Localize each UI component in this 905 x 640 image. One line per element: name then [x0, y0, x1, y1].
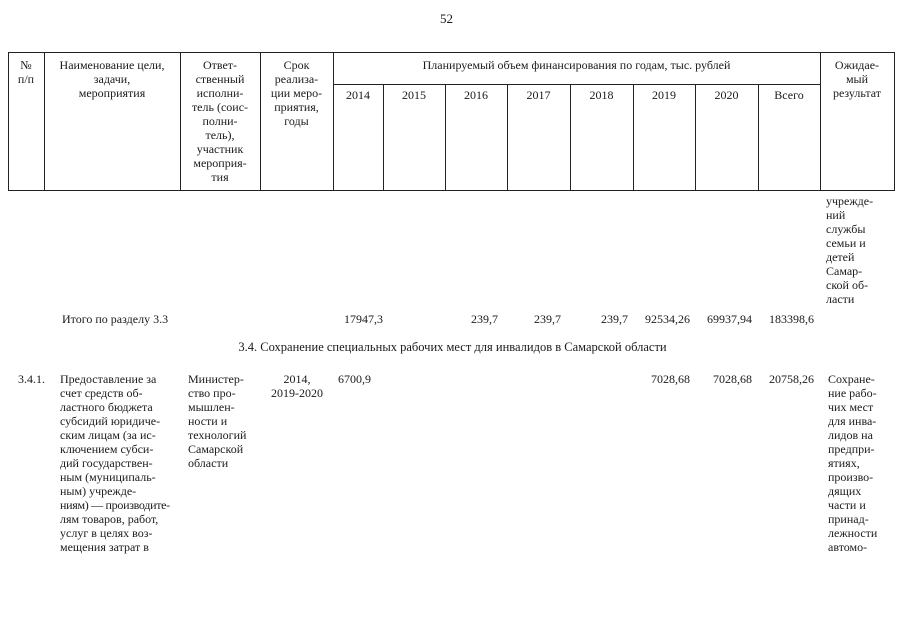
- year-2017: 2017: [526, 88, 551, 102]
- row-result-line: для инва-: [828, 414, 877, 428]
- total-2016: 239,7: [471, 312, 498, 326]
- row-term: 2014, 2019-2020: [271, 372, 323, 400]
- year-2014: 2014: [346, 88, 370, 102]
- row-value-2014: 6700,9: [338, 372, 371, 386]
- row-result-line: ятиях,: [828, 456, 860, 470]
- row-result-line: чих мест: [828, 400, 874, 414]
- row-result-line: лежности: [828, 526, 878, 540]
- header-result: Ожидае- мый результат: [832, 58, 882, 100]
- row-result-line: произво-: [828, 470, 874, 484]
- row-number: 3.4.1.: [18, 372, 45, 386]
- total-2014: 17947,3: [344, 312, 383, 326]
- total-2017: 239,7: [534, 312, 561, 326]
- row-value-2020: 7028,68: [713, 372, 752, 386]
- row-result: [828, 372, 890, 554]
- row-result-line: дящих: [828, 484, 862, 498]
- header-responsible: Ответ- ственный исполни- тель (соис- полни- тель), участник мероприя- тия: [191, 58, 249, 184]
- row-result-line: Сохране-: [828, 372, 875, 386]
- section-title: 3.4. Сохранение специальных рабочих мест для инвалидов в Самарской области: [238, 340, 667, 354]
- row-name-line: ным) учрежде-: [60, 484, 137, 498]
- year-total: Всего: [774, 88, 804, 102]
- row-result-line: ние рабо-: [828, 386, 877, 400]
- header-number: № п/п: [17, 58, 35, 86]
- year-2019: 2019: [652, 88, 676, 102]
- row-result-line: части и: [828, 498, 866, 512]
- row-result-line: автомо-: [828, 540, 868, 554]
- row-name-line: ключением субси-: [60, 442, 154, 456]
- total-row-label: Итого по разделу 3.3: [62, 312, 169, 326]
- header-name: Наименование цели, задачи, мероприятия: [59, 58, 165, 100]
- row-result-line: предпри-: [828, 442, 875, 456]
- total-2020: 69937,94: [707, 312, 752, 326]
- row-value-2019: 7028,68: [651, 372, 690, 386]
- header-funding: Планируемый объем финансирования по годам, тыс. рублей: [422, 58, 731, 72]
- row-name-line: Предоставление за: [60, 372, 157, 386]
- row-name-line: лям товаров, работ,: [60, 512, 159, 526]
- row-name-line: мещения затрат в: [60, 540, 149, 554]
- total-2019: 92534,26: [645, 312, 690, 326]
- row-name-line: ным (муниципаль-: [60, 470, 156, 484]
- row-name-line: услуг в целях воз-: [60, 526, 153, 540]
- total-sum: 183398,6: [769, 312, 814, 326]
- row-name-line: ским лицам (за ис-: [60, 428, 156, 442]
- row-name-line: дий государствен-: [60, 456, 153, 470]
- year-2015: 2015: [402, 88, 426, 102]
- row-name-line: ниям) — производите-: [60, 498, 170, 512]
- row-name-line: субсидий юридиче-: [60, 414, 161, 428]
- row-value-total: 20758,26: [769, 372, 814, 386]
- row-name-line: счет средств об-: [60, 386, 143, 400]
- year-2020: 2020: [714, 88, 739, 102]
- total-2018: 239,7: [601, 312, 628, 326]
- row-responsible: Министер- ство про- мышлен- ности и технологий Самарской области: [188, 372, 247, 470]
- row-result-line: лидов на: [828, 428, 873, 442]
- year-2016: 2016: [464, 88, 488, 102]
- continued-result: учрежде- ний службы семьи и детей Самар- ской об- ласти: [826, 194, 874, 306]
- page-number: 52: [440, 11, 453, 26]
- row-name: [60, 372, 178, 554]
- row-result-line: принад-: [828, 512, 869, 526]
- year-2018: 2018: [589, 88, 614, 102]
- header-term: Срок реализа- ции меро- приятия, годы: [270, 58, 323, 128]
- row-name-line: ластного бюджета: [60, 400, 153, 414]
